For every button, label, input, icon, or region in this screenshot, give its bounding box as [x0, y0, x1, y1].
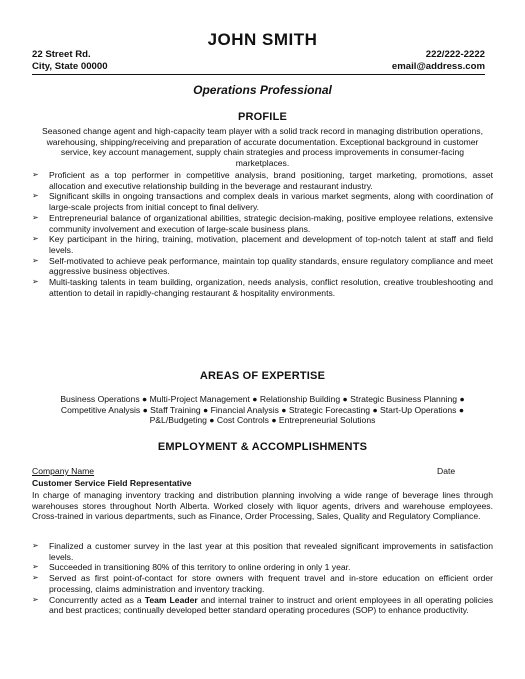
arrow-bullet-icon: ➢ [32, 277, 39, 287]
profile-heading: PROFILE [237, 111, 288, 123]
list-item: ➢ Finalized a customer survey in the last year at this position that revealed significant improvements in satisfaction levels. [32, 541, 493, 562]
job-bullets [32, 541, 493, 616]
list-item: ➢ Significant skills in ongoing transactions and complex deals in various market segments, along with coordination of large-scale projects from initial concept to final delivery. [32, 191, 493, 213]
expertise-list: Business Operations ● Multi-Project Management ● Relationship Building ● Strategic Business Planning ● Competitive Analysis ● Staff Training ● Financial Analysis ● Strategic Forecasting ● Start-Up Operations ● P&L/Budgeting ● Cost Controls ● Entrepreneurial Solutions [60, 394, 465, 426]
list-item: ➢ Concurrently acted as a Team Leader and internal trainer to instruct and orient employees in all operating policies and best practices; continually developed better standard operating procedures (SOP) to enhance productivity. [32, 594, 494, 616]
arrow-bullet-icon: ➢ [32, 234, 39, 244]
contact-block [392, 49, 485, 73]
job-title: Customer Service Field Representative [32, 478, 192, 488]
arrow-bullet-icon: ➢ [32, 191, 39, 201]
arrow-bullet-icon: ➢ [32, 212, 39, 222]
job-description: In charge of managing inventory tracking and distribution planning involving a wide range of beverage lines through warehouses stores throughout North Alberta. Worked closely with liquor agents, drivers and warehouse employees. Cross-trained in various departments, such as Finance, Order Processing, Sales, Quality and Regulatory Compliance. [32, 490, 493, 522]
job-date: Date [437, 466, 456, 476]
arrow-bullet-icon: ➢ [32, 255, 39, 265]
address-block [32, 49, 108, 73]
profile-summary: Seasoned change agent and high-capacity team player with a solid track record in managing distribution operations, warehousing, shipping/receiving and preparation of accurate documentation. Exceptional background in customer service, key account management, supply chain strategies and process improvements in consumer-facing marketplaces. [42, 126, 483, 169]
profile-bullets [32, 170, 493, 298]
team-leader-emphasis: Team Leader [144, 594, 198, 605]
list-item: ➢ Served as first point-of-contact for store owners with frequent travel and in-store education on efficient order processing, claims administration and inventory tracking. [32, 573, 493, 594]
list-item: ➢ Self-motivated to achieve peak performance, maintain top quality standards, ensure regulatory compliance and meet aggressive business objectives. [32, 255, 493, 277]
city-state: City, State 00000 [32, 61, 108, 72]
list-item: ➢ Proficient as a top performer in competitive analysis, brand positioning, target marketing, promotions, asset allocation and executive relationship building in the beverage and restaurant industry. [32, 170, 493, 191]
company-name: Company Name [32, 466, 95, 476]
header-divider [32, 74, 485, 75]
list-item: ➢ Key participant in the hiring, training, motivation, placement and development of top-notch talent at staff and field levels. [32, 234, 493, 255]
candidate-name: JOHN SMITH [207, 30, 318, 49]
phone-number: 222/222-2222 [425, 49, 485, 60]
employment-heading: EMPLOYMENT & ACCOMPLISHMENTS [157, 441, 368, 453]
list-item: ➢ Multi-tasking talents in team building, organization, needs analysis, conflict resolution, creative troubleshooting and attention to detail in rapidly-changing restaurant & hospitality environments. [32, 277, 493, 298]
arrow-bullet-icon: ➢ [32, 170, 39, 179]
arrow-bullet-icon: ➢ [32, 594, 39, 604]
list-item: ➢ Entrepreneurial balance of organizational abilities, strategic decision-making, positive employee relations, extensive community involvement and execution of large-scale business plans. [32, 212, 493, 234]
professional-headline: Operations Professional [193, 83, 332, 97]
email-address: email@address.com [391, 61, 485, 72]
street-address: 22 Street Rd. [32, 49, 91, 60]
arrow-bullet-icon: ➢ [32, 541, 39, 550]
arrow-bullet-icon: ➢ [32, 573, 39, 583]
arrow-bullet-icon: ➢ [32, 562, 39, 572]
expertise-heading: AREAS OF EXPERTISE [199, 370, 326, 382]
list-item: ➢ Succeeded in transitioning 80% of this territory to online ordering in only 1 year. [32, 562, 351, 573]
